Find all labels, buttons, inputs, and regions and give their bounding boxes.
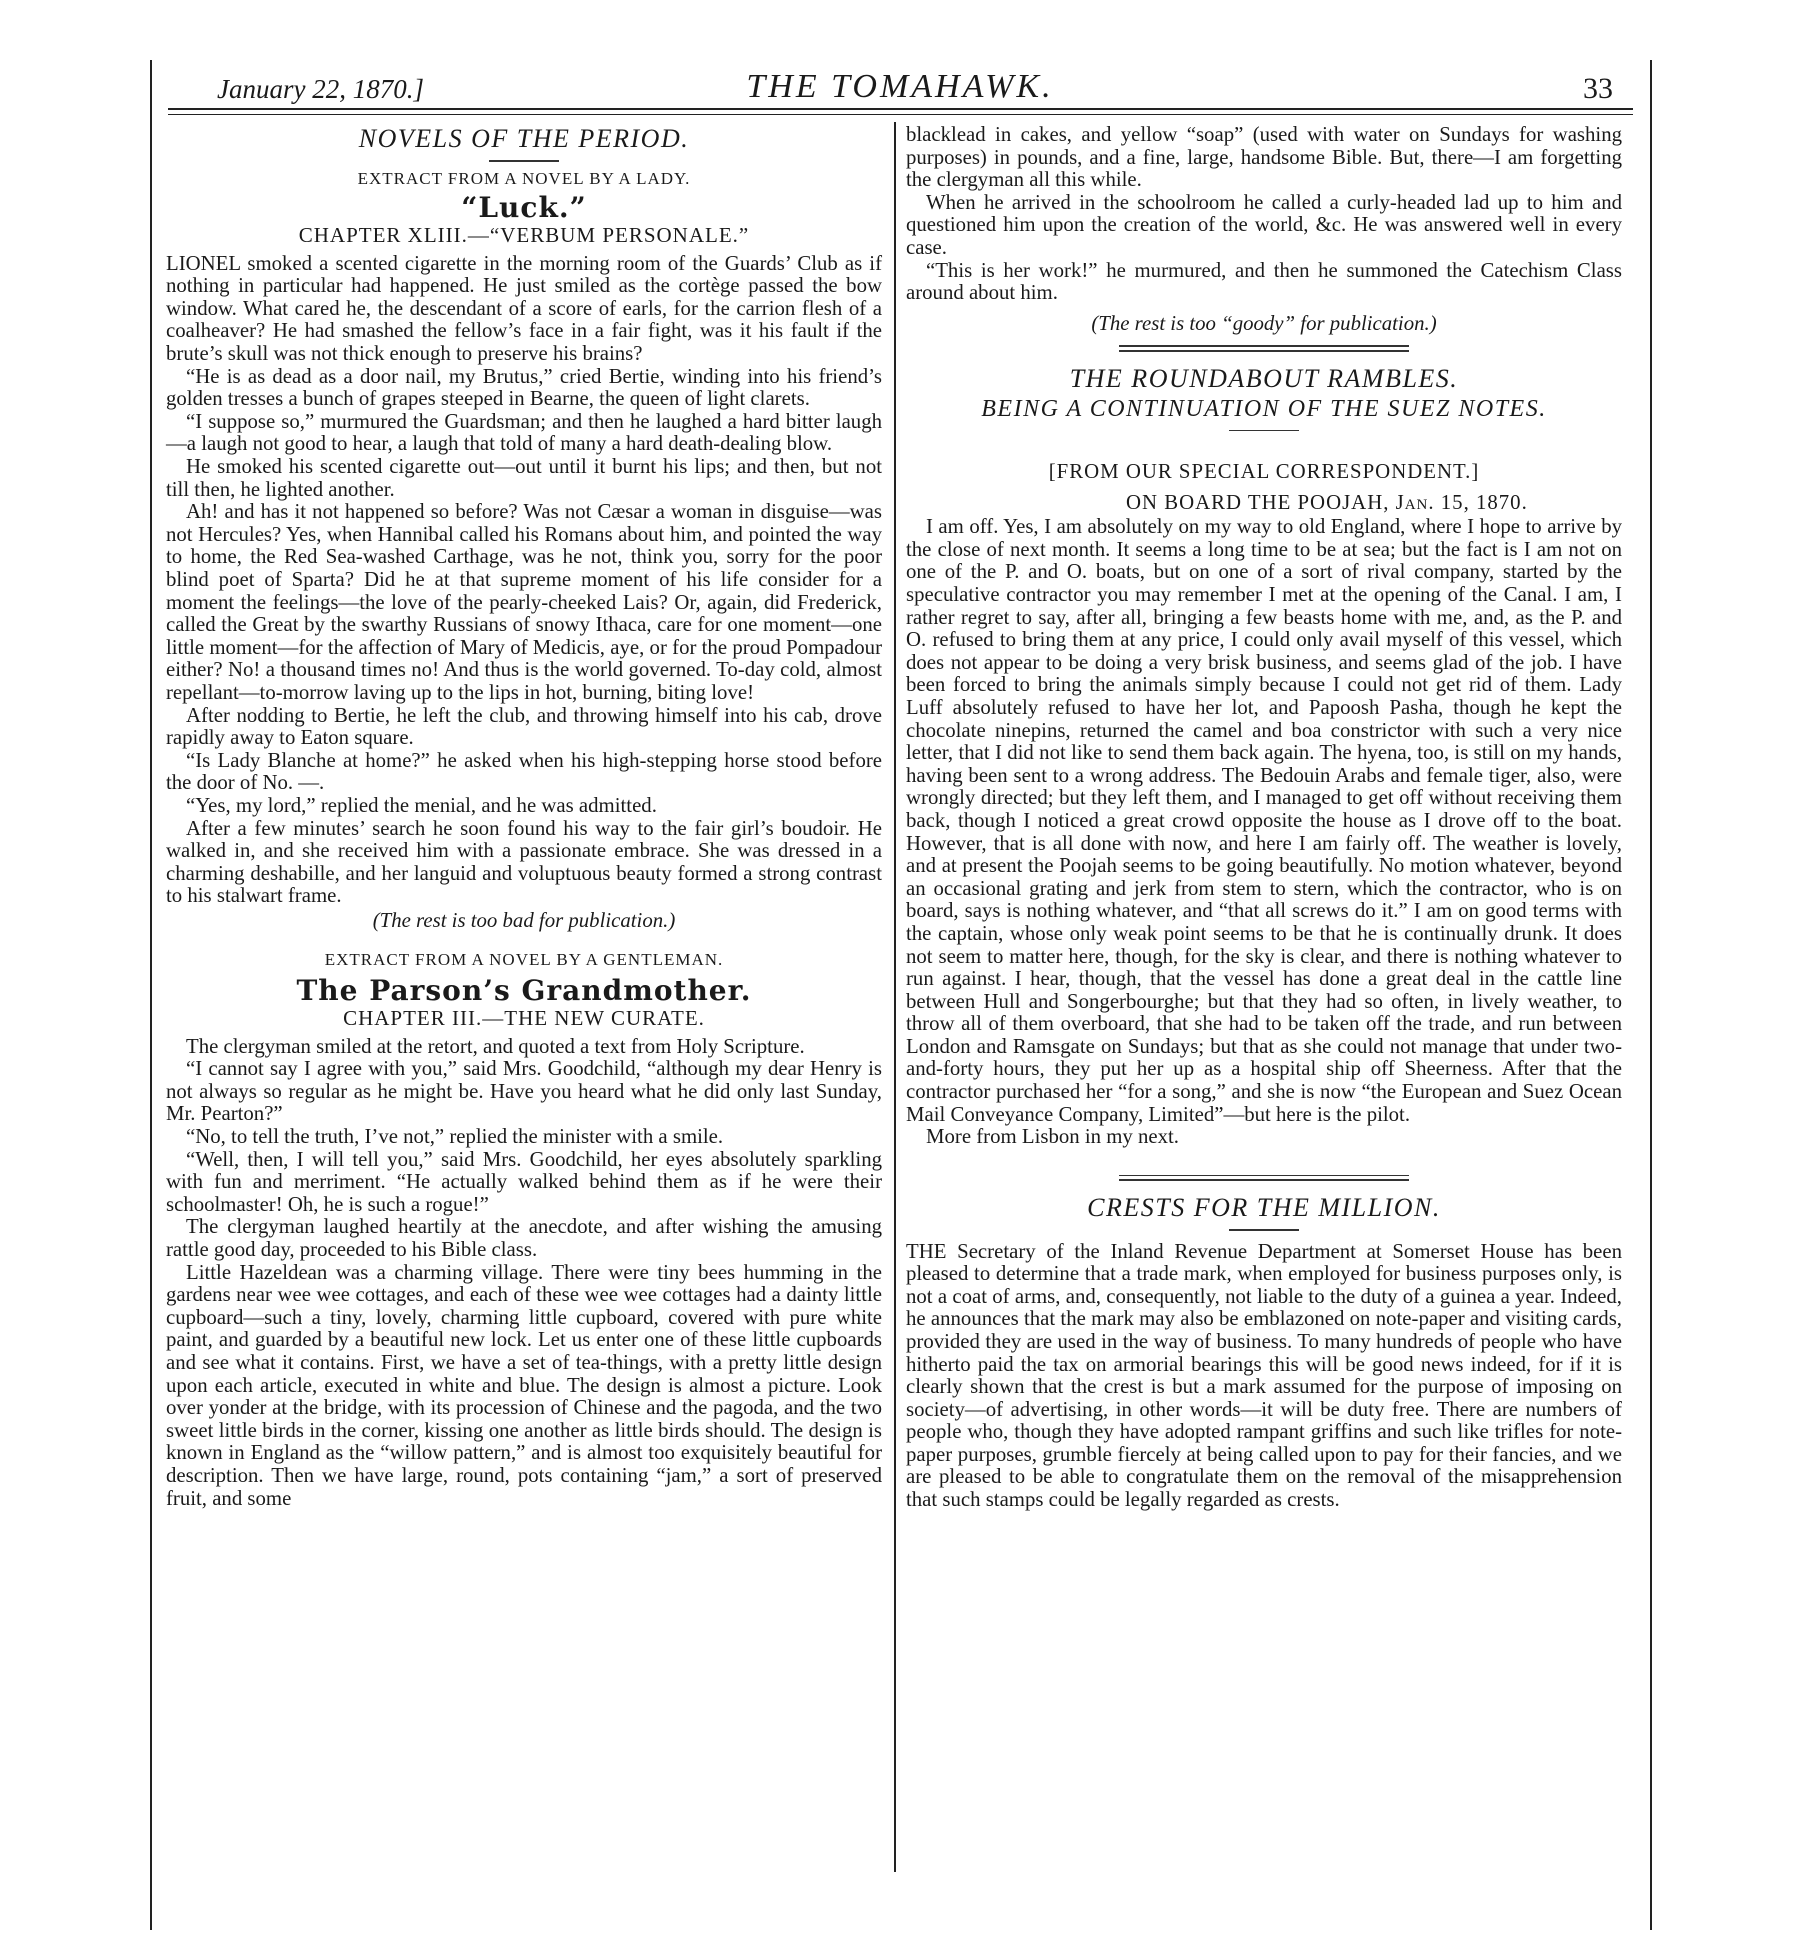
- column-divider: [894, 122, 896, 1872]
- section-title-novels: NOVELS OF THE PERIOD.: [358, 124, 690, 153]
- paragraph: “Yes, my lord,” replied the menial, and he was admitted.: [186, 793, 657, 817]
- paragraph: When he arrived in the schoolroom he called a curly-headed lad up to him and questioned him upon the creation of the world, &c. He was answered well in every case.: [906, 190, 1622, 259]
- double-rule: [1119, 1175, 1409, 1181]
- closing-note-goody: (The rest is too “goody” for publication.): [1091, 311, 1437, 335]
- section-subtitle-suez: BEING A CONTINUATION OF THE SUEZ NOTES.: [981, 395, 1547, 422]
- paragraph: I am off. Yes, I am absolutely on my way to old England, where I hope to arrive by the close of next month. It seems a long time to be at sea; but the fact is I am not on one of the P. and O. boats, but on one of a sort of rival company, started by the speculative contractor you may remember I met at the opening of the Canal. I am, I rather regret to say, after all, bringing a few beasts home with me, and, as the P. and O. refused to bring them at any price, I could only avail myself of this vessel, which does not appear to be doing a very brisk business, and seems glad of the job. I have been forced to bring the animals simply because I could not get rid of them. Lady Luff absolutely refused to have her lot, and Papoosh Pasha, though he kept the chocolate ninepins, returned the camel and boa constrictor with such a very nice letter, that I did not like to send them back again. The hyena, too, is still on my hands, having been sent to a wrong address. The Bedouin Arabs and female tiger, also, were wrongly directed; but they left them, and I managed to get off without receiving them back, though I noticed a great crowd opposite the house as I drove off to the boat. However, that is all done with now, and here I am fairly off. The weather is lovely, and at present the Poojah seems to be going beautifully. No motion whatever, beyond an occasional grating and jerk from stem to stern, which the contractor, who is on board, says is nothing whatever, and “that all screws do it.” I am on good terms with the captain, whose only weak point seems to be that he is continually drunk. It does not seem to matter here, though, for the sky is clear, and there is nothing whatever to run against. I hear, though, that the vessel has done a great deal in the cattle line between Hull and Songerbourghe; but that they had so often, in lively weather, to throw all of them overboard, that she had to be taken off the trade, and run between London and Ramsgate on Sundays; but that as she could not manage that under two-and-forty hours, they put her up as a hospital ship off Sheerness. After that the contractor purchased her “for a song,” and she is now “the European and Suez Ocean Mail Conveyance Company, Limited”—but here is the pilot.: [906, 515, 1622, 1126]
- issue-date: January 22, 1870.]: [217, 74, 424, 104]
- left-page-edge: [150, 60, 152, 1930]
- paragraph: The clergyman laughed heartily at the anecdote, and after wishing the amusing rattle good day, proceeded to his Bible class.: [166, 1215, 882, 1262]
- paragraph: Ah! and has it not happened so before? Was not Cæsar a woman in disguise—was not Hercules? Yes, when Hannibal called his Romans about him, and pointed the way to home, the Red Sea-washed Carthage, was he not, think you, sorry for the poor blind poet of Sparta? Did he at that supreme moment of his life consider for a moment the feelings—the love of the pearly-cheeked Lais? Or, again, did Frederick, called the Great by the swarthy Russians of snowy Ithaca, care for one moment—one little moment—for the affection of Mary of Medicis, aye, or for the proud Pompadour either? No! a thousand times no! And thus is the world governed. To-day cold, almost repellant—to-morrow laving up to the lips in hot, burning, biting love!: [166, 500, 882, 704]
- right-column: [906, 124, 1622, 1512]
- paragraph: “Well, then, I will tell you,” said Mrs. Goodchild, her eyes absolutely sparkling with fun and merriment. “He actually walked behind them as if he were their schoolmaster! Oh, he is such a rogue!”: [166, 1147, 882, 1216]
- chapter-heading-iii: CHAPTER III.—THE NEW CURATE.: [343, 1006, 705, 1031]
- left-column: [166, 124, 882, 1510]
- short-rule: [489, 160, 559, 162]
- paragraph: “He is as dead as a door nail, my Brutus,” cried Bertie, winding into his friend’s golden tresses a bunch of grapes steeped in Bearne, the queen of light clarets.: [166, 364, 882, 411]
- extract-label-gentleman: EXTRACT FROM A NOVEL BY A GENTLEMAN.: [324, 949, 724, 969]
- paragraph: The clergyman smiled at the retort, and quoted a text from Holy Scripture.: [186, 1034, 805, 1058]
- masthead: [165, 68, 1635, 106]
- section-title-crests: CRESTS FOR THE MILLION.: [1087, 1193, 1441, 1223]
- paragraph: THE Secretary of the Inland Revenue Department at Somerset House has been pleased to determine that a trade mark, when employed for business purposes only, is not a coat of arms, and, consequently, not liable to the duty of a guinea a year. Indeed, he announces that the mark may also be emblazoned on note-paper and visiting cards, provided they are used in the way of business. To many hundreds of people who have hitherto paid the tax on armorial bearings this will be good news indeed, for if it is clearly shown that the crest is but a mark assumed for the purpose of imposing on society—of advertising, in other words—it will be duty free. There are numbers of people who, though they have adopted rampant griffins and such like trifles for note-paper purposes, grumble fiercely at being called upon to pay for their fancies, and we are pleased to be able to congratulate them on the removal of the misapprehension that such stamps could be legally regarded as crests.: [906, 1239, 1622, 1512]
- dateline: ON BOARD THE POOJAH, Jan. 15, 1870.: [1126, 490, 1528, 514]
- header-rule-bottom: [168, 114, 1633, 115]
- paragraph: “Is Lady Blanche at home?” he asked when his high-stepping horse stood before the door of No. —.: [166, 748, 882, 795]
- double-rule: [1119, 345, 1409, 351]
- paragraph: “This is her work!” he murmured, and then he summoned the Catechism Class around about him.: [906, 258, 1622, 305]
- correspondent-line: [FROM OUR SPECIAL CORRESPONDENT.]: [1048, 460, 1480, 484]
- closing-note-bad: (The rest is too bad for publication.): [372, 908, 676, 932]
- paragraph: Little Hazeldean was a charming village. There were tiny bees humming in the gardens near wee wee cottages, and each of these wee wee cottages had a dainty little cupboard—such a tiny, lovely, charming little cupboard, covered with pure white paint, and guarded by a beautiful new lock. Let us enter one of these little cupboards and see what it contains. First, we have a set of tea-things, with a pretty little design upon each article, executed in white and blue. The design is almost a picture. Look over yonder at the bridge, with its procession of Chinese and the pagoda, and the two sweet little birds in the corner, kissing one another as little birds should. The design is known in England as the “willow pattern,” and is almost too exquisitely beautiful for description. Then we have large, round, pots containing “jam,” a sort of preserved fruit, and some: [166, 1260, 882, 1510]
- paragraph: LIONEL smoked a scented cigarette in the morning room of the Guards’ Club as if nothing in particular had happened. He just smiled as the cortège passed the bow window. What cared he, the descendant of a score of earls, for the carrion flesh of a coalheaver? He had smashed the fellow’s face in a fair fight, was it his fault if the brute’s skull was not thick enough to preserve his brains?: [166, 251, 882, 366]
- paragraph: He smoked his scented cigarette out—out until it burnt his lips; and then, but not till then, he lighted another.: [166, 455, 882, 501]
- paragraph: “I cannot say I agree with you,” said Mrs. Goodchild, “although my dear Henry is not always so regular as he might be. Have you heard what he did only last Sunday, Mr. Pearton?”: [166, 1057, 882, 1126]
- right-page-edge: [1650, 60, 1652, 1930]
- paragraph: More from Lisbon in my next.: [926, 1125, 1179, 1149]
- paragraph: blacklead in cakes, and yellow “soap” (used with water on Sundays for washing purposes) in pounds, and a fine, large, handsome Bible. But, there—I am forgetting the clergyman all this while.: [906, 123, 1622, 192]
- section-title-rambles: THE ROUNDABOUT RAMBLES.: [1069, 363, 1459, 393]
- paragraph: After nodding to Bertie, he left the club, and throwing himself into his cab, drove rapidly away to Eaton square.: [166, 703, 882, 750]
- paragraph: “No, to tell the truth, I’ve not,” replied the minister with a smile.: [186, 1125, 724, 1149]
- short-rule: [1229, 430, 1299, 432]
- paragraph: “I suppose so,” murmured the Guardsman; and then he laughed a hard bitter laugh—a laugh not good to hear, a laugh that told of many a hard death-dealing blow.: [166, 409, 882, 456]
- short-rule: [1229, 1229, 1299, 1231]
- extract-label-lady: EXTRACT FROM A NOVEL BY A LADY.: [357, 168, 691, 188]
- paragraph: After a few minutes’ search he soon found his way to the fair girl’s boudoir. He walked in, and she received him with a passionate embrace. She was dressed in a charming deshabille, and her languid and voluptuous beauty formed a strong contrast to his stalwart frame.: [166, 816, 882, 908]
- page-number: 33: [1583, 72, 1613, 105]
- chapter-heading-xliii: CHAPTER XLIII.—“VERBUM PERSONALE.”: [298, 223, 750, 248]
- publication-title: THE TOMAHAWK.: [746, 68, 1054, 105]
- novel-title-parson: The Parson’s Grandmother.: [296, 974, 752, 1008]
- novel-title-luck: “Luck.”: [461, 191, 587, 225]
- header-rule-top: [168, 108, 1633, 110]
